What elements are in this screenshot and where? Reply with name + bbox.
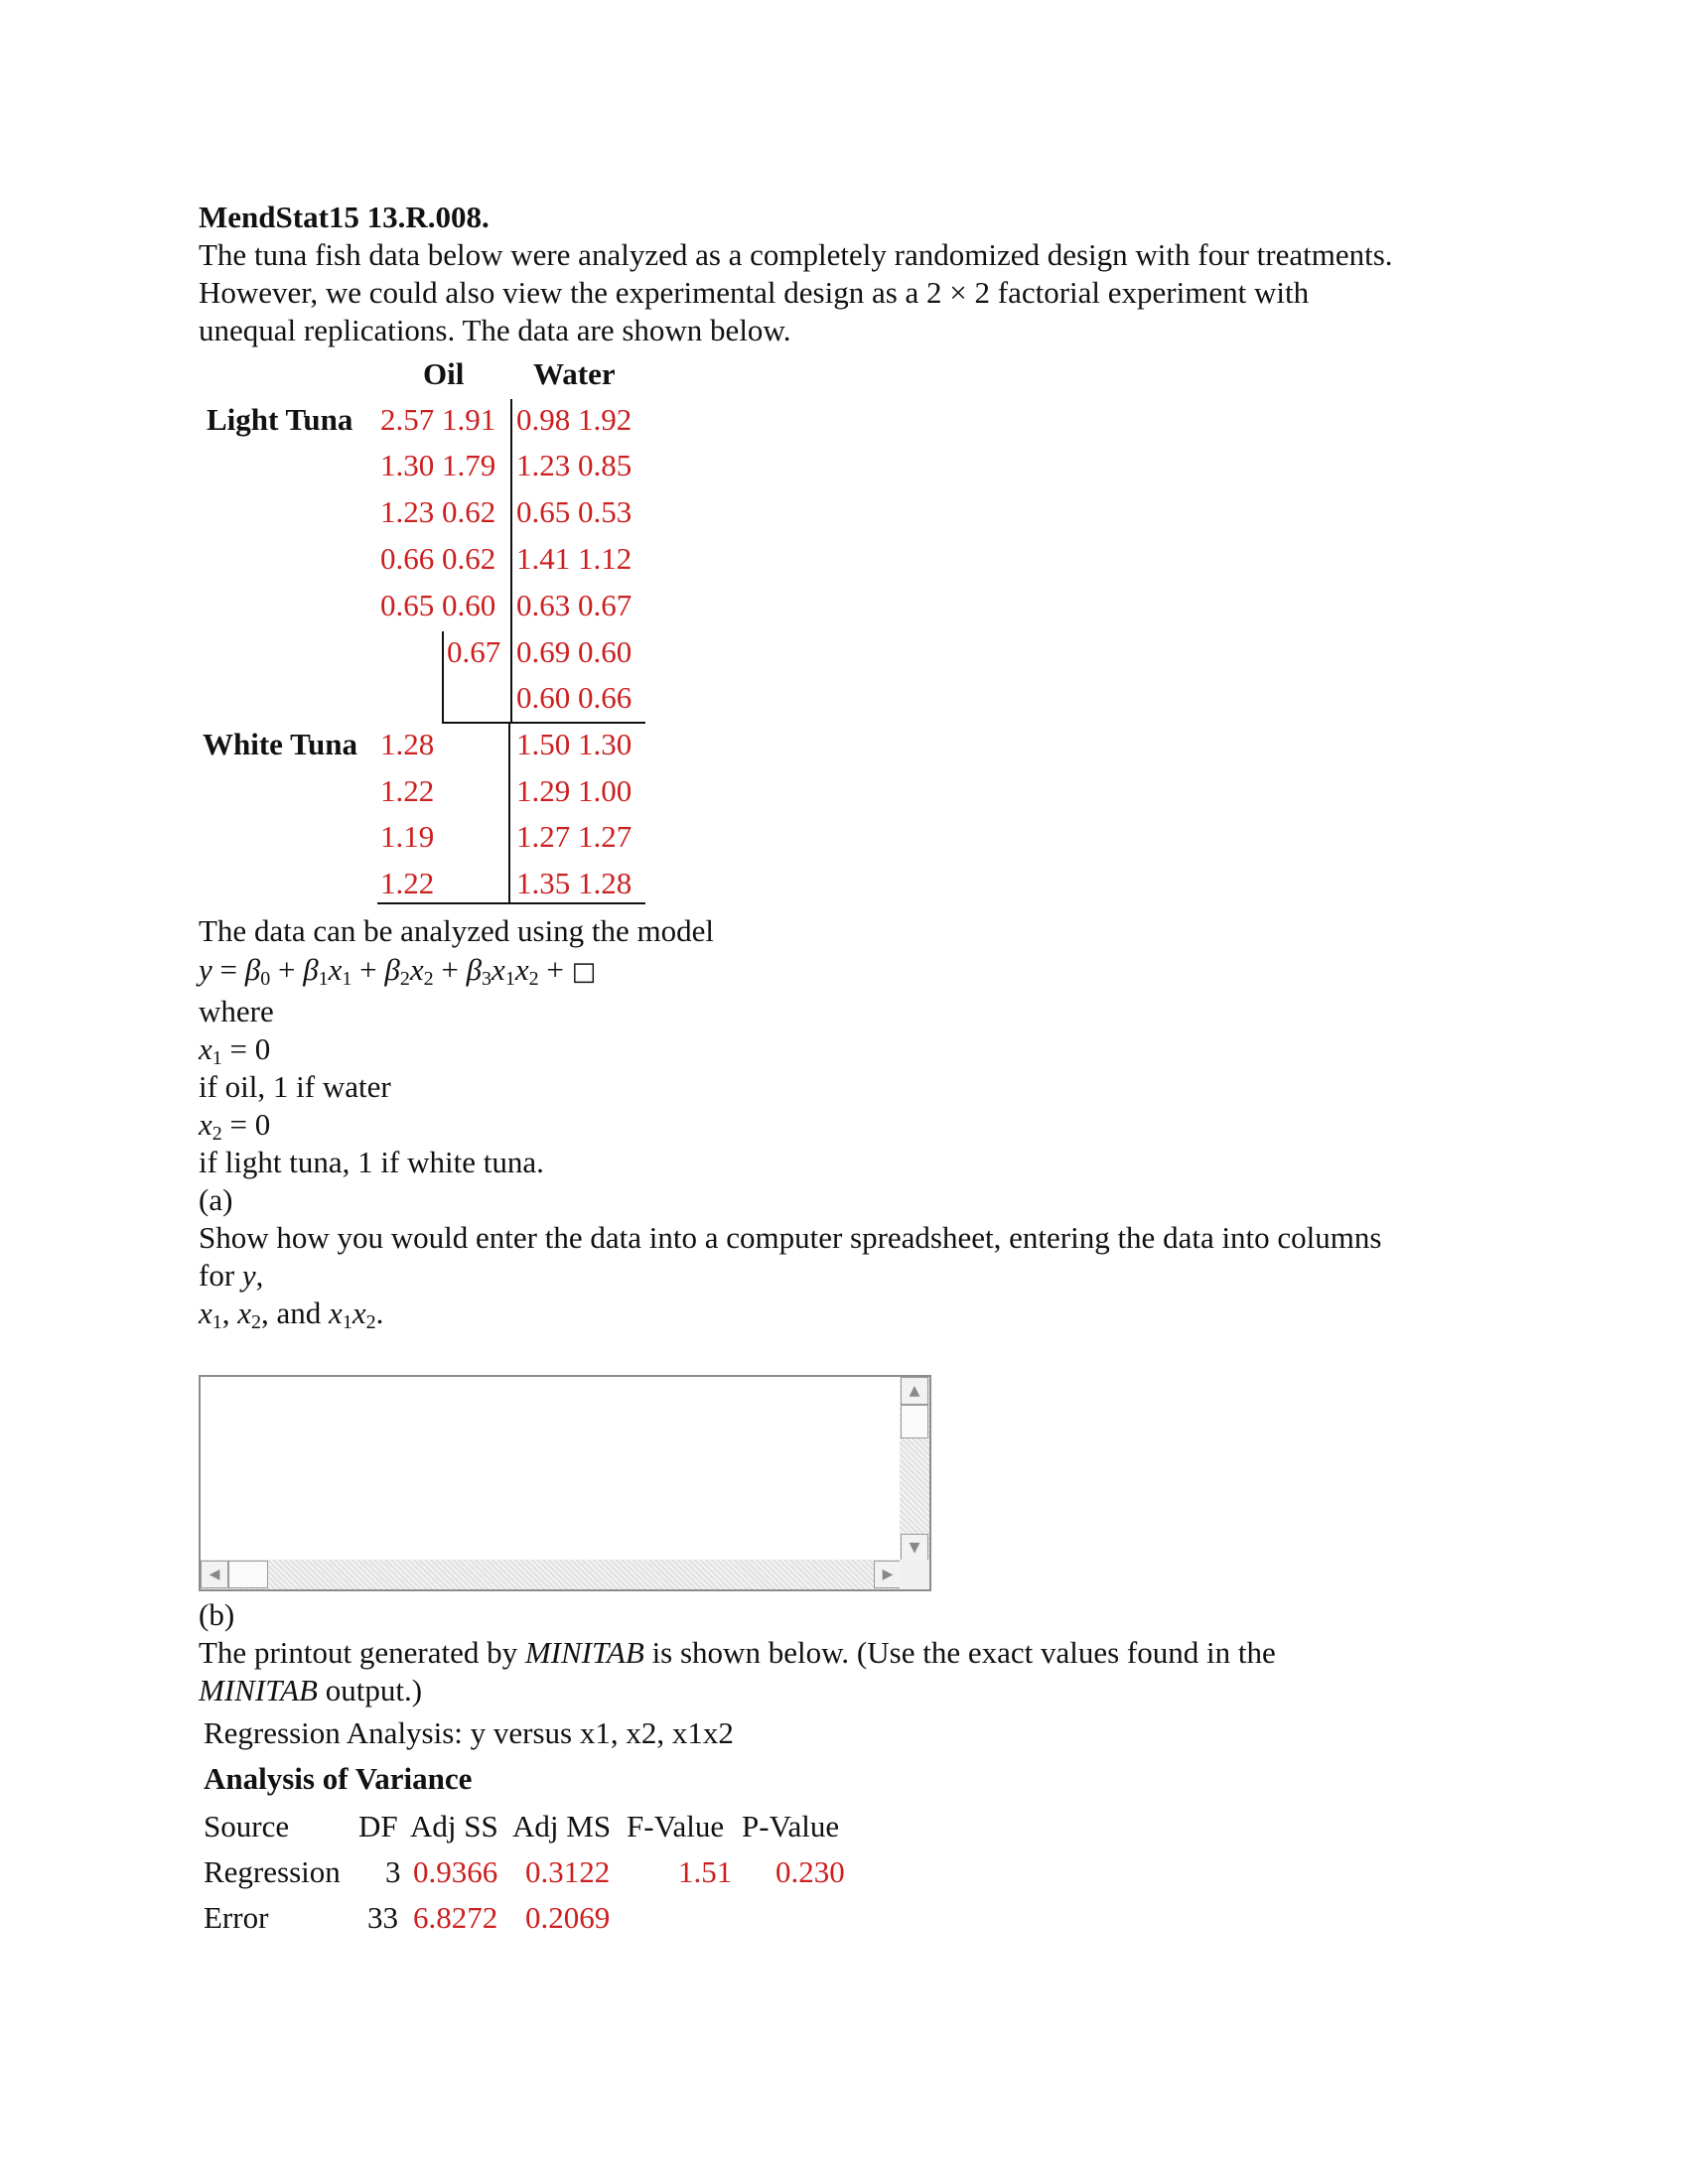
cell-light-water: 0.60 0.66 (516, 680, 633, 715)
missing-glyph-icon: □ (571, 957, 597, 987)
anova-row-df: 33 (367, 1900, 398, 1935)
vertical-scroll-thumb[interactable] (901, 1405, 928, 1438)
anova-row-adj-ss: 6.8272 (413, 1900, 498, 1935)
cell-white-oil: 1.22 (380, 773, 435, 808)
cell-white-water: 1.50 1.30 (516, 727, 633, 761)
col-header-water: Water (533, 356, 616, 391)
vertical-scrollbar[interactable] (900, 1377, 929, 1562)
part-b-text: MINITAB output.) (199, 1673, 423, 1707)
cell-white-oil: 1.19 (380, 819, 435, 854)
anova-row-source: Error (204, 1900, 269, 1935)
scroll-left-icon[interactable]: ◀ (201, 1561, 228, 1588)
cell-light-water: 0.65 0.53 (516, 494, 633, 529)
anova-row-adj-ss: 0.9366 (413, 1854, 498, 1889)
cell-light-oil: 2.57 1.91 (380, 402, 496, 437)
anova-row-source: Regression (204, 1854, 341, 1889)
x2-definition-text: if light tuna, 1 if white tuna. (199, 1145, 544, 1179)
x2-definition: $x_2 = 0$ (199, 1107, 271, 1145)
intro-line: unequal replications. The data are shown below. (199, 313, 791, 347)
horizontal-scroll-thumb[interactable] (228, 1561, 268, 1588)
anova-row-p-value: 0.230 (775, 1854, 845, 1889)
part-b-text: The printout generated by MINITAB is shown below. (Use the exact values found in the (199, 1635, 1276, 1670)
where-label: where (199, 994, 274, 1028)
model-intro: The data can be analyzed using the model (199, 913, 715, 948)
horizontal-scrollbar[interactable] (201, 1560, 902, 1589)
row-header-light-tuna: Light Tuna (207, 402, 353, 437)
anova-heading: Analysis of Variance (204, 1761, 473, 1796)
part-b-label: (b) (199, 1597, 235, 1632)
scroll-up-icon[interactable]: ▲ (901, 1377, 928, 1405)
anova-row-adj-ms: 0.2069 (525, 1900, 611, 1935)
table-divider (508, 722, 510, 904)
x1-definition-text: if oil, 1 if water (199, 1069, 391, 1104)
anova-header-adj-ms: Adj MS (512, 1809, 612, 1843)
intro-line: The tuna fish data below were analyzed as a completely randomized design with four treatments. (199, 237, 1393, 272)
model-equation: $y = \beta_0 + \beta_1x_1 + \beta_2x_2 + \beta_3x_1x_2$ + □ (199, 952, 597, 990)
anova-header-adj-ss: Adj SS (410, 1809, 498, 1843)
scroll-down-icon[interactable]: ▼ (901, 1534, 928, 1562)
table-divider (442, 631, 444, 723)
cell-white-oil: 1.28 (380, 727, 435, 761)
part-a-text: Show how you would enter the data into a computer spreadsheet, entering the data into columns (199, 1220, 1382, 1255)
problem-id: MendStat15 13.R.008. (199, 200, 490, 234)
anova-row-adj-ms: 0.3122 (525, 1854, 611, 1889)
table-divider (377, 902, 510, 904)
cell-white-oil: 1.22 (380, 866, 435, 900)
anova-header-p-value: P-Value (742, 1809, 840, 1843)
x1-definition: $x_1 = 0$ (199, 1031, 271, 1069)
cell-light-oil: 0.67 (447, 634, 501, 669)
cell-light-water: 0.63 0.67 (516, 588, 633, 622)
part-a-label: (a) (199, 1182, 233, 1217)
cell-light-oil: 1.30 1.79 (380, 448, 496, 482)
cell-light-oil: 0.66 0.62 (380, 541, 496, 576)
cell-light-water: 0.69 0.60 (516, 634, 633, 669)
anova-row-f-value: 1.51 (678, 1854, 733, 1889)
regression-title: Regression Analysis: y versus x1, x2, x1x2 (204, 1715, 734, 1750)
part-a-text: for y, (199, 1258, 264, 1293)
row-header-white-tuna: White Tuna (203, 727, 357, 761)
table-divider (510, 902, 645, 904)
anova-row-df: 3 (385, 1854, 401, 1889)
table-divider (510, 399, 512, 723)
cell-white-water: 1.29 1.00 (516, 773, 633, 808)
anova-header-source: Source (204, 1809, 290, 1843)
answer-textarea[interactable] (199, 1375, 931, 1591)
cell-light-water: 1.41 1.12 (516, 541, 633, 576)
col-header-oil: Oil (423, 356, 465, 391)
cell-light-oil: 1.23 0.62 (380, 494, 496, 529)
anova-header-f-value: F-Value (627, 1809, 725, 1843)
cell-white-water: 1.35 1.28 (516, 866, 633, 900)
part-a-text: $x_1$, $x_2$, and $x_1x_2$. (199, 1296, 384, 1333)
cell-light-water: 1.23 0.85 (516, 448, 633, 482)
table-divider (442, 722, 645, 724)
resize-corner[interactable] (900, 1560, 929, 1589)
anova-header-df: DF (358, 1809, 398, 1843)
scroll-right-icon[interactable]: ▶ (874, 1561, 902, 1588)
intro-line: However, we could also view the experimental design as a 2 × 2 factorial experiment with (199, 275, 1310, 310)
cell-light-water: 0.98 1.92 (516, 402, 633, 437)
cell-light-oil: 0.65 0.60 (380, 588, 496, 622)
cell-white-water: 1.27 1.27 (516, 819, 633, 854)
